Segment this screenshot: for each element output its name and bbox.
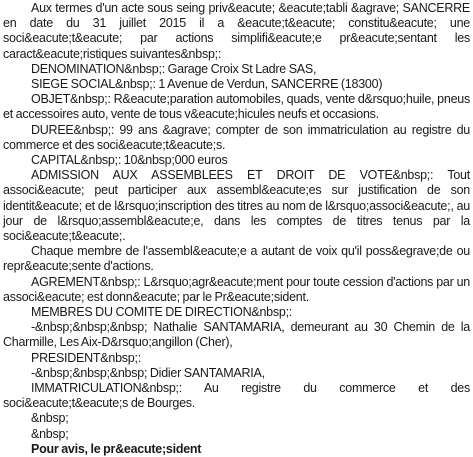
notice-siege-social: SIEGE SOCIAL&nbsp;: 1 Avenue de Verdun, SANCERRE (18300) (31, 77, 383, 92)
notice-denomination: DENOMINATION&nbsp;: Garage Croix St Ladre SAS, (31, 61, 317, 76)
notice-president-heading: PRESIDENT&nbsp;: (31, 350, 141, 365)
notice-admission: ADMISSION AUX ASSEMBLEES ET DROIT DE VOTE&nbsp;: Tout associ&eacute; peut participer aux assembl&eacute;es sur justification de son identit&eacute; et de l&rsquo;inscription des titres au nom de l&rsquo;associ&eacute;, au jour de l&rsquo;assembl&eacute;e, dans les comptes de titres tenus par la soci&eacute;t&eacute;. (3, 168, 470, 244)
notice-capital: CAPITAL&nbsp;: 10&nbsp;000 euros (31, 153, 228, 168)
notice-immatriculation: IMMATRICULATION&nbsp;: Au registre du commerce et des soci&eacute;t&eacute;s de Bourges. (3, 381, 470, 411)
notice-membres-heading: MEMBRES DU COMITE DE DIRECTION&nbsp;: (31, 305, 293, 320)
notice-intro: Aux termes d'un acte sous seing priv&eacute; &eacute;tabli &agrave; SANCERRE en date du 31 juillet 2015 il a &eacute;t&eacute; constitu&eacute; une soci&eacute;t&eacute; par actions simplifi&eacute;e pr&eacute;sentant les caract&eacute;ristiques suivantes&nbsp;: (3, 1, 470, 61)
notice-objet: OBJET&nbsp;: R&eacute;paration automobiles, quads, vente d&rsquo;huile, pneus et accessoires auto, vente de tous v&eacute;hicules neufs et occasions. (3, 92, 470, 122)
notice-duree: DUREE&nbsp;: 99 ans &agrave; compter de son immatriculation au registre du commerce et des soci&eacute;t&eacute;s. (3, 122, 470, 152)
notice-agrement: AGREMENT&nbsp;: L&rsquo;agr&eacute;ment pour toute cession d'actions par un associ&eacute; est donn&eacute; par le Pr&eacute;sident. (3, 274, 470, 304)
notice-signature: Pour avis, le pr&eacute;sident (31, 441, 202, 456)
notice-blank-line-1: &nbsp; (31, 411, 69, 426)
notice-voix: Chaque membre de l'assembl&eacute;e a autant de voix qu'il poss&egrave;de ou repr&eacute;sente d'actions. (3, 244, 470, 274)
notice-president-didier: -&nbsp;&nbsp;&nbsp; Didier SANTAMARIA, (31, 365, 265, 380)
notice-blank-line-2: &nbsp; (31, 426, 69, 441)
notice-membre-nathalie: -&nbsp;&nbsp;&nbsp; Nathalie SANTAMARIA, demeurant au 30 Chemin de la Charmille, Les Aix-D&rsquo;angillon (Cher), (3, 320, 470, 350)
